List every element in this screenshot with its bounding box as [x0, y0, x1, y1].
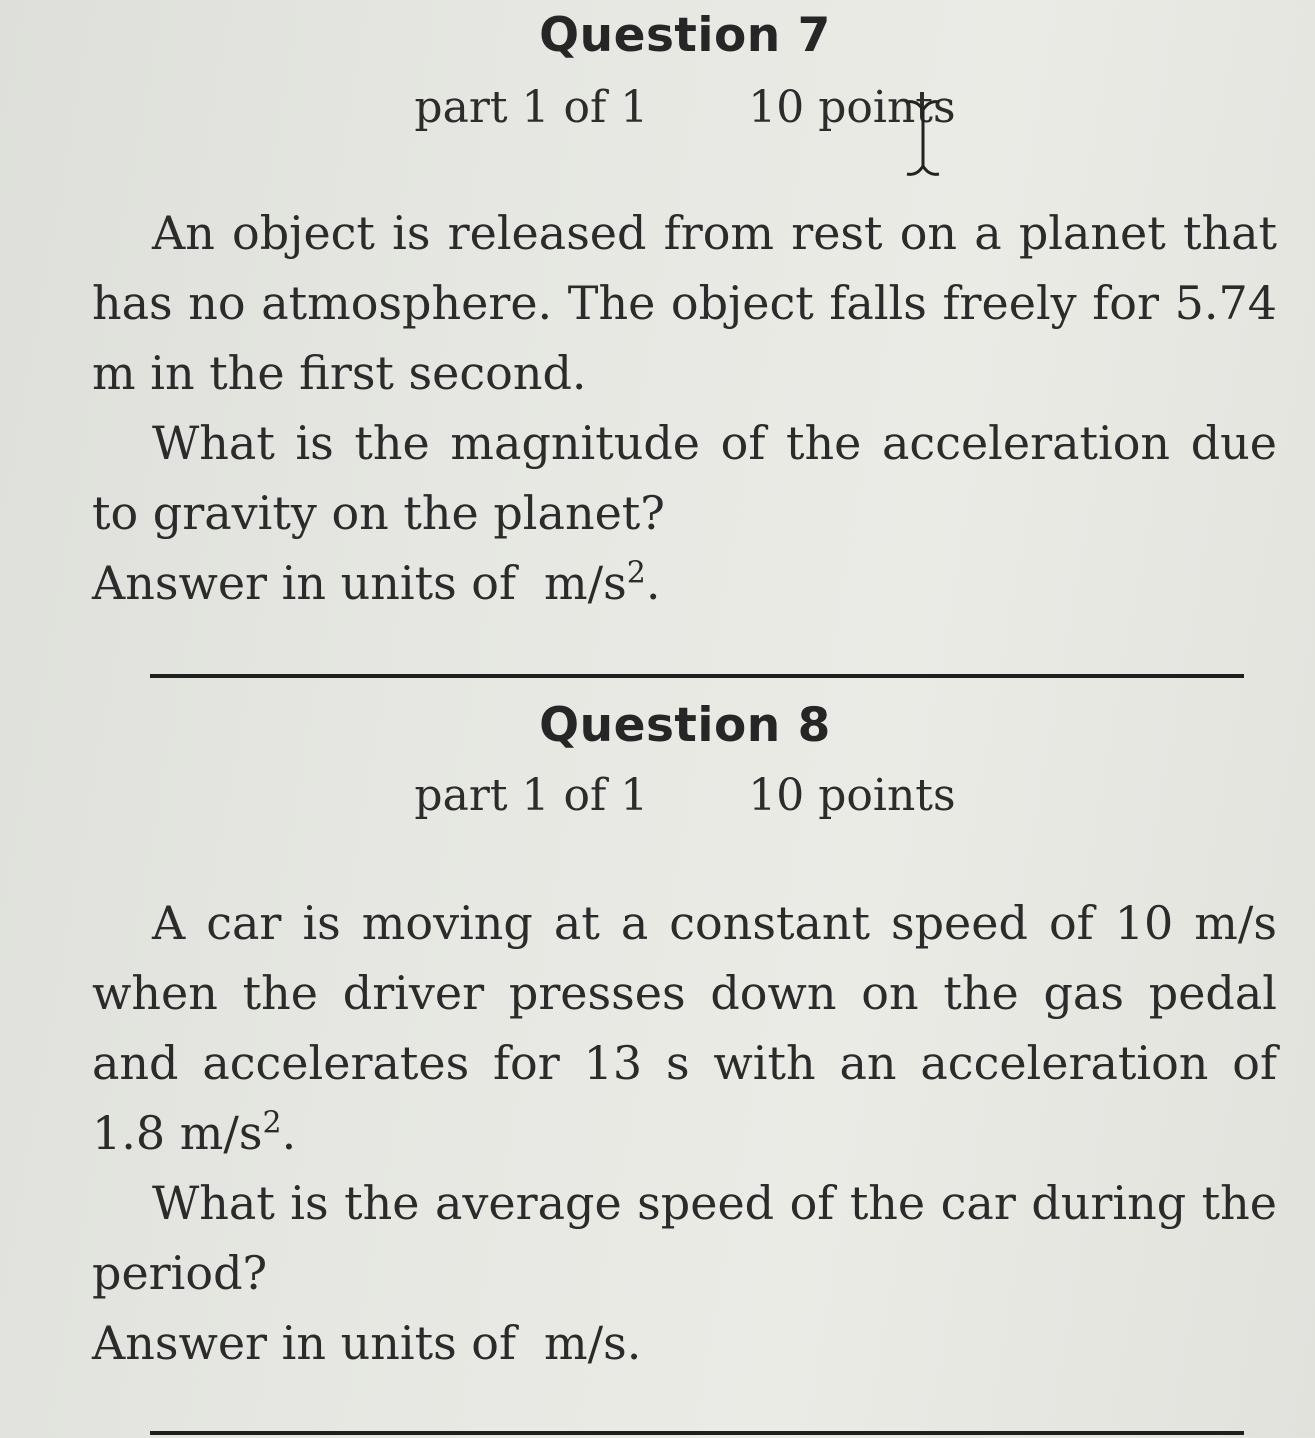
question-7-answer-line	[92, 548, 1277, 618]
question-8-answer-prefix: Answer in units of	[92, 1316, 517, 1370]
section-divider-bottom	[150, 1431, 1244, 1435]
question-8-part-line	[0, 770, 1315, 821]
question-7-title: Question 7	[539, 8, 831, 63]
section-divider	[150, 674, 1244, 678]
text-cursor-icon	[903, 96, 943, 180]
question-7-answer-prefix: Answer in units of	[92, 556, 517, 610]
question-7-question: What is the magnitude of the acceleration due to gravity on the planet?	[92, 416, 1277, 540]
question-7-part: part 1 of 1	[414, 82, 649, 133]
question-7-points: 10 points	[748, 82, 956, 133]
question-8-points: 10 points	[748, 770, 956, 821]
question-8-question: What is the average speed of the car during the period?	[92, 1176, 1277, 1300]
question-7-body: An object is released from rest on a planet that has no atmosphere. The object falls freely for 5.74 m in the first second.	[92, 206, 1277, 400]
question-8-unit: m/s.	[544, 1316, 642, 1370]
question-8-title: Question 8	[539, 698, 831, 753]
question-8-answer-line	[92, 1308, 1277, 1378]
question-7-unit: $m/s^2$.	[544, 555, 661, 610]
question-7-part-line	[0, 82, 1315, 133]
question-8-body: A car is moving at a constant speed of 10 m/s when the driver presses down on the gas pedal and accelerates for 13 s with an acceleration of 1.8 $m/s^2$.	[92, 896, 1277, 1160]
question-8-part: part 1 of 1	[414, 770, 649, 821]
